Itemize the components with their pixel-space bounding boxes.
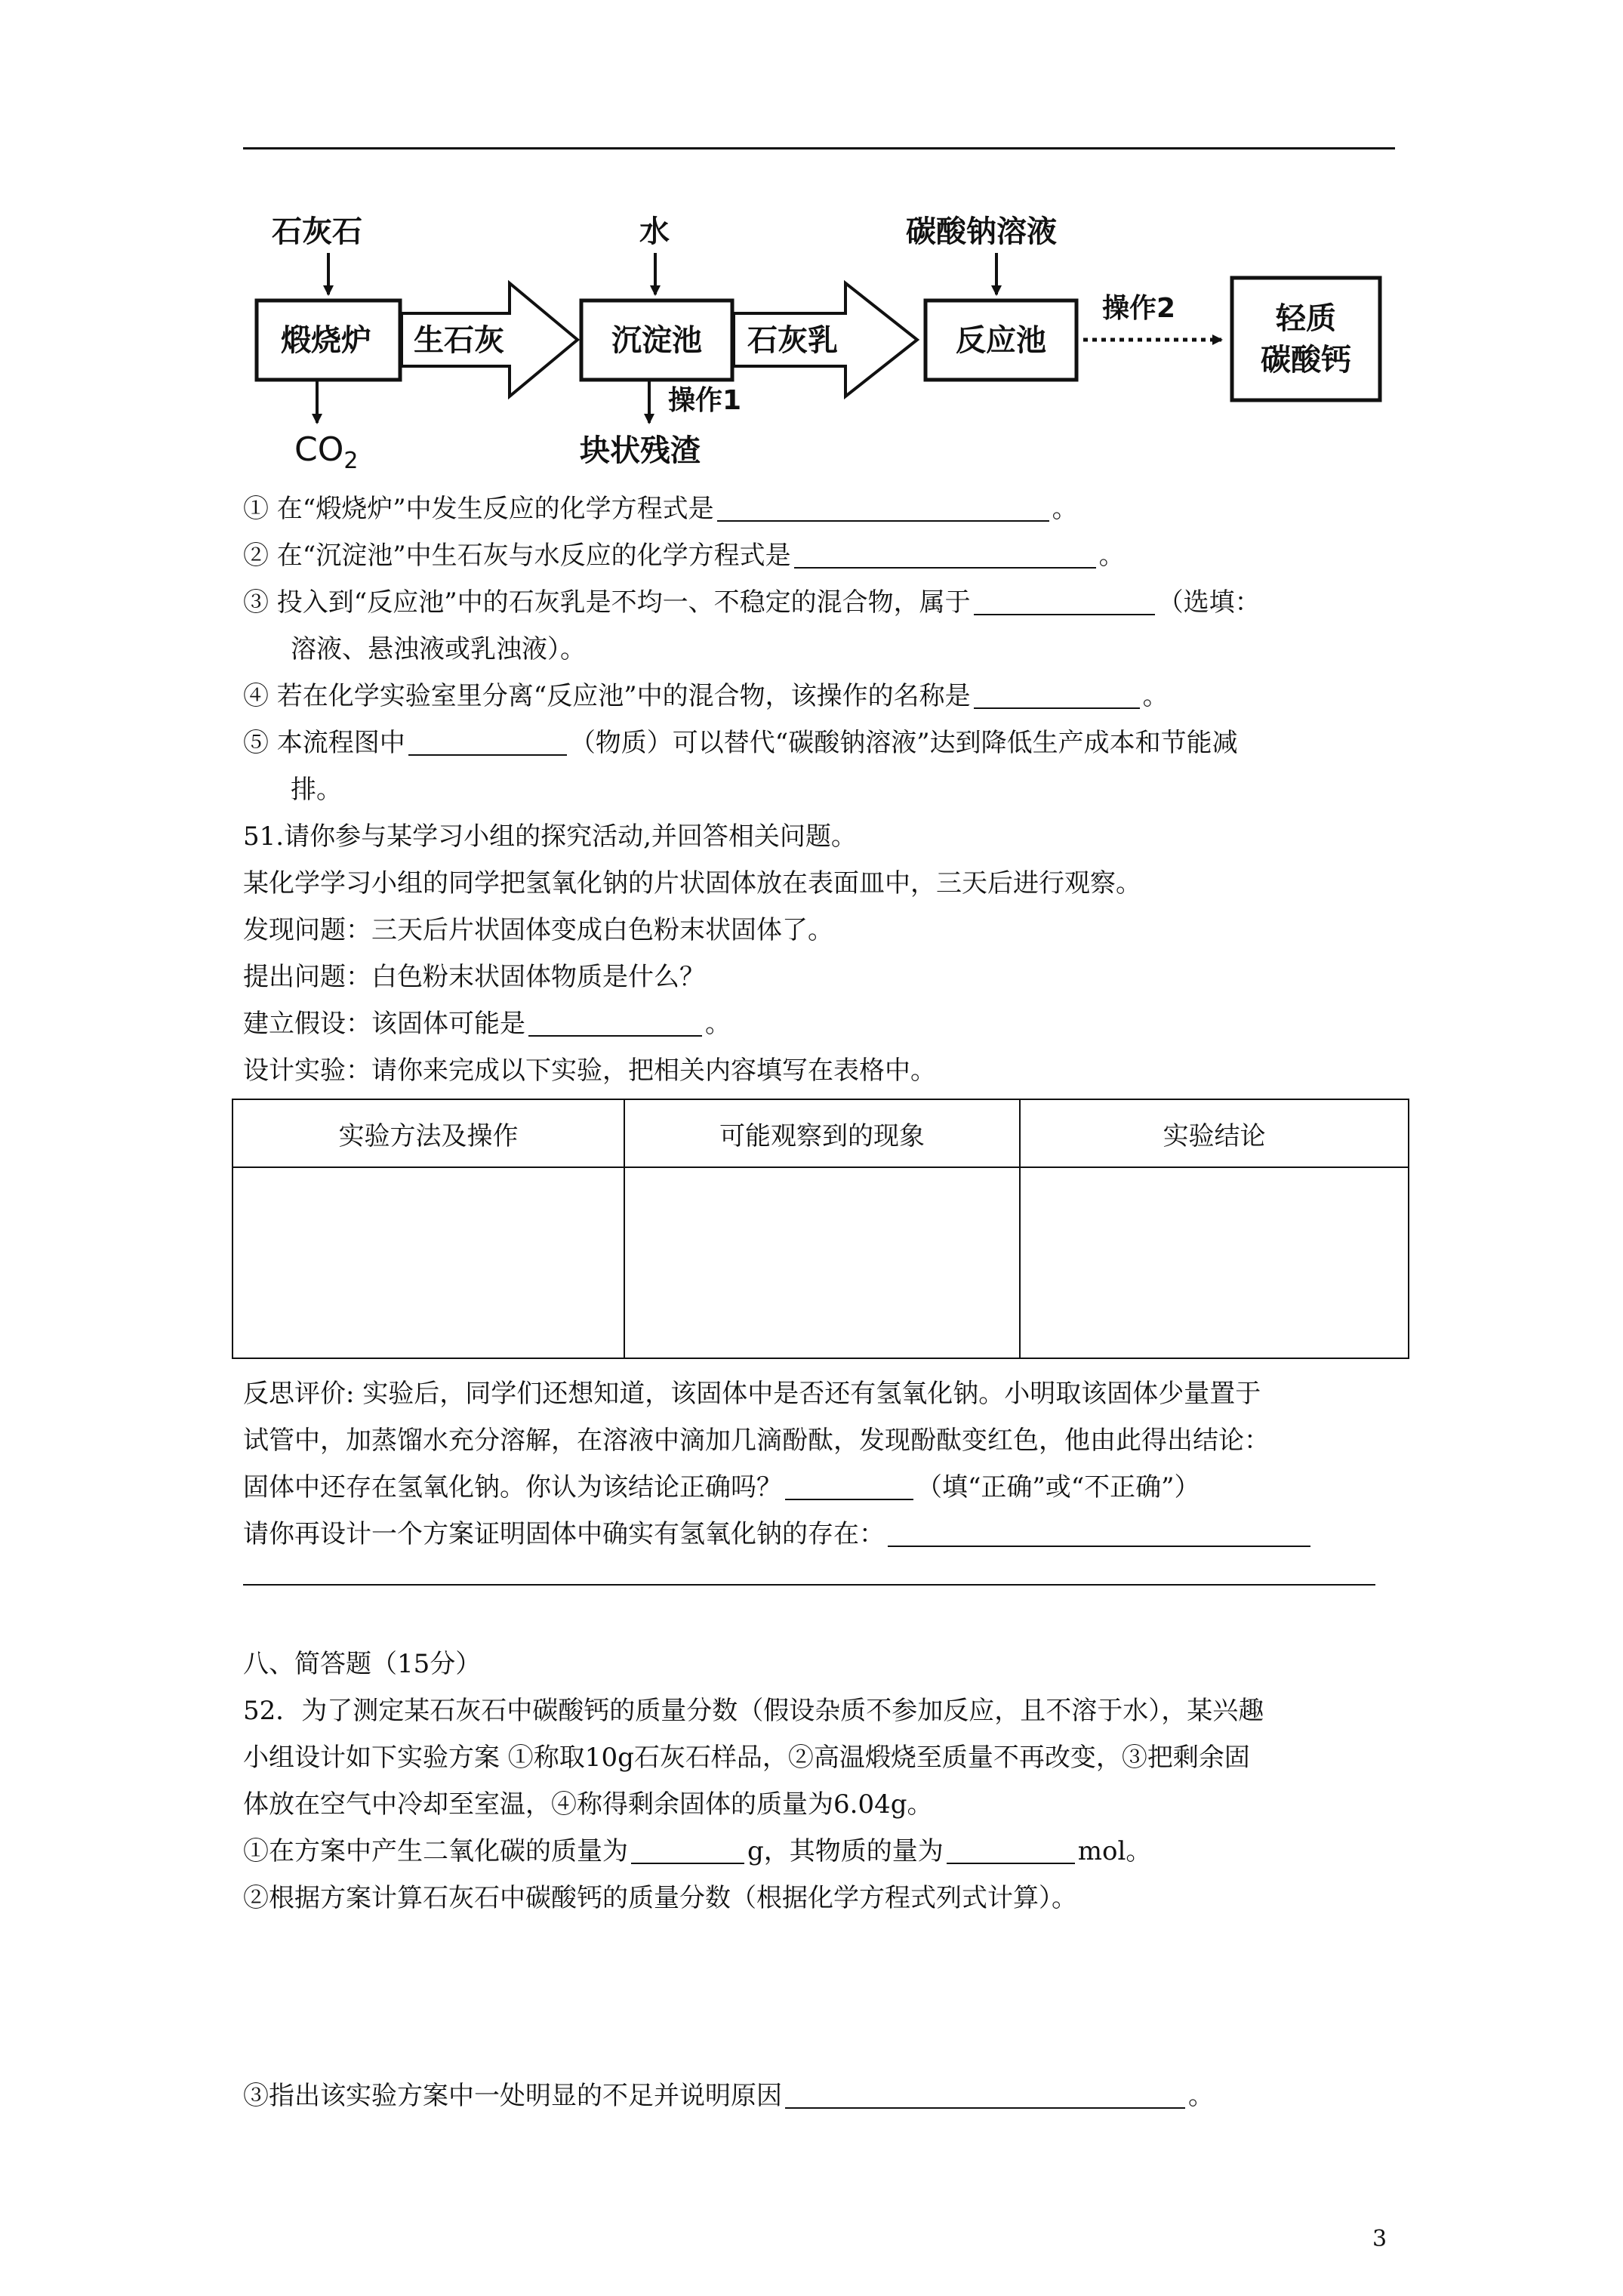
design-blank-line-2[interactable]	[243, 1584, 1375, 1586]
q50-item-4: ④ 若在化学实验室里分离“反应池”中的混合物，该操作的名称是 。	[243, 681, 1169, 711]
q52-line-1: 52．为了测定某石灰石中碳酸钙的质量分数（假设杂质不参加反应，且不溶于水），某兴趣	[243, 1696, 1264, 1726]
q51-intro: 51.请你参与某学习小组的探究活动,并回答相关问题。	[243, 821, 857, 852]
answer-blank-2[interactable]	[794, 540, 1096, 569]
answer-blank-1[interactable]	[717, 493, 1049, 522]
co2-mass-blank[interactable]	[631, 1835, 744, 1864]
react-label: 反应池	[956, 323, 1046, 358]
quicklime-label: 生石灰	[414, 323, 504, 358]
furnace-label: 煅烧炉	[281, 323, 371, 358]
section-8-title: 八、简答题（15分）	[243, 1649, 482, 1679]
q52-line-2: 小组设计如下实验方案 ①称取10g石灰石样品，②高温煅烧至质量不再改变，③把剩余固	[243, 1743, 1250, 1773]
table-cell-conclusion[interactable]	[1020, 1167, 1409, 1358]
input-water-label: 水	[639, 214, 670, 249]
answer-blank-3[interactable]	[974, 587, 1155, 615]
q51-line-2: 发现问题：三天后片状固体变成白色粉末状固体了。	[243, 915, 833, 945]
q52-sub-3: ③指出该实验方案中一处明显的不足并说明原因 。	[243, 2081, 1214, 2111]
q52-sub-1: ①在方案中产生二氧化碳的质量为 g，其物质的量为 mol。	[243, 1836, 1152, 1866]
q52-sub-2: ②根据方案计算石灰石中碳酸钙的质量分数（根据化学方程式列式计算）。	[243, 1883, 1077, 1913]
q50-item-2: ② 在“沉淀池”中生石灰与水反应的化学方程式是 。	[243, 541, 1125, 571]
table-row	[233, 1167, 1409, 1358]
header-rule	[243, 147, 1395, 149]
page-number: 3	[1372, 2226, 1387, 2252]
product-label-line2: 碳酸钙	[1261, 343, 1351, 378]
process-flow-diagram	[242, 196, 1419, 483]
reflection-line-2: 试管中，加蒸馏水充分溶解，在溶液中滴加几滴酚酞，发现酚酞变红色，他由此得出结论：	[243, 1425, 1270, 1456]
reflection-line-3: 固体中还存在氢氧化钠。你认为该结论正确吗？ （填“正确”或“不正确”）	[243, 1472, 1200, 1502]
correct-blank[interactable]	[785, 1472, 913, 1500]
q50-item-5: ⑤ 本流程图中 （物质）可以替代“碳酸钠溶液”达到降低生产成本和节能减	[243, 728, 1238, 758]
co2-label: $CO_2$	[294, 430, 359, 474]
co2-mol-blank[interactable]	[947, 1835, 1075, 1864]
table-cell-method[interactable]	[233, 1167, 624, 1358]
experiment-table	[232, 1099, 1409, 1359]
table-header-cell: 实验方法及操作	[233, 1099, 624, 1167]
input-soda-label: 碳酸钠溶液	[906, 214, 1057, 249]
table-cell-phenomenon[interactable]	[624, 1167, 1020, 1358]
op2-label: 操作2	[1102, 293, 1176, 324]
input-limestone-label: 石灰石	[272, 214, 362, 249]
answer-blank-5[interactable]	[408, 727, 567, 756]
table-header-cell: 可能观察到的现象	[624, 1099, 1020, 1167]
residue-label: 块状残渣	[580, 433, 701, 468]
reflection-line-4: 请你再设计一个方案证明固体中确实有氢氧化钠的存在：	[243, 1515, 1313, 1554]
limemilk-label: 石灰乳	[747, 323, 838, 358]
reflection-line-1: 反思评价: 实验后，同学们还想知道，该固体中是否还有氢氧化钠。小明取该固体少量置于	[243, 1379, 1261, 1409]
table-header-row	[233, 1099, 1409, 1167]
q52-line-3: 体放在空气中冷却至室温，④称得剩余固体的质量为6.04g。	[243, 1789, 933, 1820]
q50-item-3-cont: 溶液、悬浊液或乳浊液）。	[291, 634, 586, 664]
hypothesis-blank[interactable]	[528, 1008, 702, 1037]
table-header-cell: 实验结论	[1020, 1099, 1409, 1167]
op1-label: 操作1	[668, 385, 742, 416]
answer-blank-4[interactable]	[974, 680, 1140, 709]
q50-item-3: ③ 投入到“反应池”中的石灰乳是不均一、不稳定的混合物，属于 （选填：	[243, 587, 1261, 618]
settle-label: 沉淀池	[611, 323, 702, 358]
product-label-line1: 轻质	[1276, 301, 1336, 336]
q50-item-1: ① 在“煅烧炉”中发生反应的化学方程式是 。	[243, 494, 1078, 524]
q50-item-5-cont: 排。	[291, 775, 342, 805]
q51-line-3: 提出问题：白色粉末状固体物质是什么？	[243, 962, 705, 992]
shortcoming-blank[interactable]	[785, 2080, 1185, 2109]
product-box	[1232, 278, 1380, 400]
design-blank[interactable]	[888, 1518, 1310, 1547]
q51-line-5: 设计实验：请你来完成以下实验，把相关内容填写在表格中。	[243, 1056, 936, 1086]
q51-line-4: 建立假设：该固体可能是 。	[243, 1009, 731, 1039]
q51-line-1: 某化学学习小组的同学把氢氧化钠的片状固体放在表面皿中，三天后进行观察。	[243, 868, 1141, 898]
